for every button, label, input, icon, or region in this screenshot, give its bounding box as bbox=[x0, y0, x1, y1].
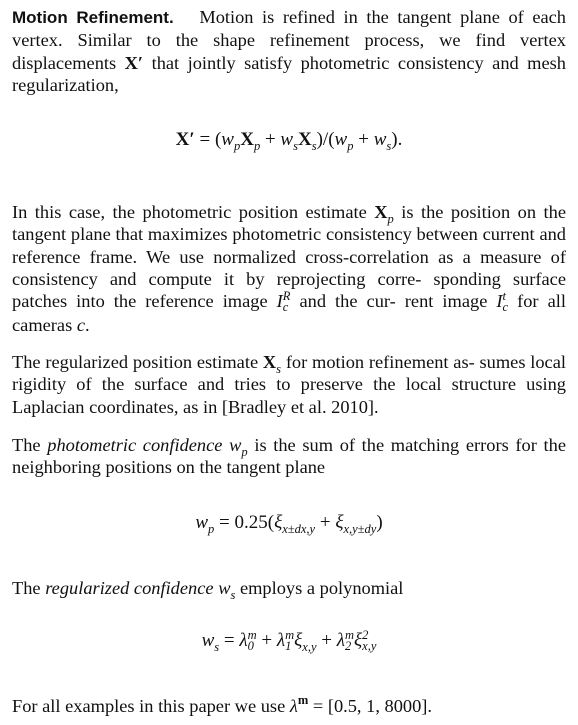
section-heading: Motion Refinement. bbox=[12, 8, 174, 27]
intro-symbol: X′ bbox=[124, 52, 144, 73]
photometric-estimate-paragraph: In this case, the photometric position estimate $X_p$ is the position on the tangent plane that maximizes photometric consistency between current and reference frame. We use normalized cross-correlation as a measure of consistency and compute it by reprojecting corre- sponding surface patches into the reference image I R c and the cur- rent image I t c for all cameras c. bbox=[12, 202, 566, 335]
equation-regularized-confidence: $w_s = \lambda$ m 0 + λ m 1 $\xi_{x,y} + \lambda$ m 2 ξ 2 x,y bbox=[201, 627, 377, 654]
photometric-confidence-paragraph: The photometric confidence $w_p$ is the sum of the matching errors for the neighboring positions on the tangent plane bbox=[12, 435, 567, 478]
intro-tail: that jointly satisfy photometric consistency and mesh regularization, bbox=[12, 52, 566, 95]
equation-motion-blend: $X' = (w_pX_p + w_sX_s)/(w_p + w_s)$. bbox=[175, 129, 403, 153]
lambda-values-paragraph: For all examples in this paper we use $\lambda^m = [0.5$, 1, 8000]. bbox=[12, 693, 433, 716]
paper-page bbox=[12, 6, 567, 716]
motion-refinement-paragraph bbox=[12, 6, 566, 96]
regularized-confidence-paragraph: The regularized confidence $w_s$ employs a polynomial bbox=[12, 578, 404, 602]
equation-photometric-confidence: $w_p = 0.25(\xi_{x\pm dx,y} + \xi_{x,y\pm dy})$ bbox=[195, 512, 383, 536]
regularized-estimate-paragraph: The regularized position estimate $X_s$ for motion refinement as- sumes local rigidity of the surface and tries to preserve the local structure using Laplacian coordinates, as in [Bradley et al. 2010]. bbox=[12, 352, 566, 417]
intro-text: Motion is refined in the tangent plane of each vertex. Similar to the shape refinement process, we find vertex displacements bbox=[12, 7, 566, 73]
